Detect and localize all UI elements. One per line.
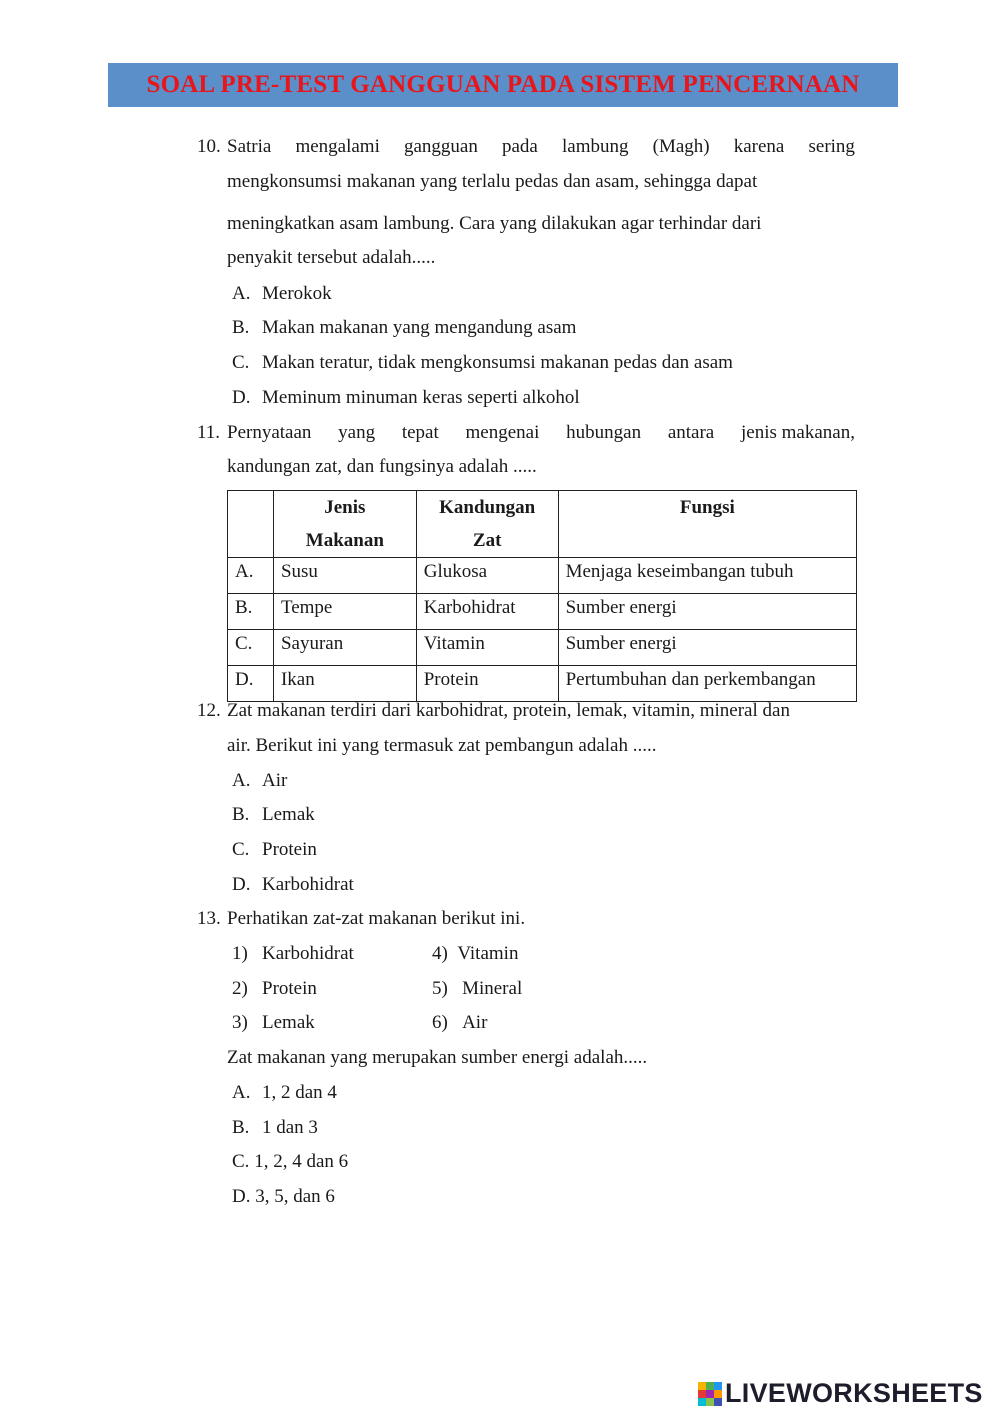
- row-function: Menjaga keseimbangan tubuh: [558, 558, 856, 594]
- row-content: Protein: [416, 666, 558, 702]
- list-item: 2) Protein: [232, 978, 317, 999]
- table-row[interactable]: [228, 558, 857, 594]
- row-food: Sayuran: [273, 630, 416, 666]
- table-header-row: [228, 491, 857, 558]
- question-10-line-1: Satria mengalami gangguan pada lambung (Magh) karena sering: [227, 136, 855, 157]
- question-10-line-2: mengkonsumsi makanan yang terlalu pedas dan asam, sehingga dapat: [227, 171, 758, 192]
- row-function: Sumber energi: [558, 594, 856, 630]
- question-13-line-1: Perhatikan zat-zat makanan berikut ini.: [227, 908, 526, 929]
- question-13-option-a[interactable]: A. 1, 2 dan 4: [232, 1082, 337, 1103]
- question-12-line-1: Zat makanan terdiri dari karbohidrat, protein, lemak, vitamin, mineral dan: [227, 700, 790, 721]
- logo-text: LIVEWORKSHEETS: [725, 1378, 983, 1408]
- row-content: Glukosa: [416, 558, 558, 594]
- table-row[interactable]: [228, 666, 857, 702]
- list-item: 6) Air: [432, 1012, 488, 1033]
- question-13-option-b[interactable]: B. 1 dan 3: [232, 1117, 318, 1138]
- question-11-line-1: Pernyataan yang tepat mengenai hubungan antara jenis makanan,: [227, 422, 855, 443]
- question-12-line-2: air. Berikut ini yang termasuk zat pembangun adalah .....: [227, 735, 657, 756]
- question-10-option-c[interactable]: C. Makan teratur, tidak mengkonsumsi makanan pedas dan asam: [232, 352, 733, 373]
- row-content: Karbohidrat: [416, 594, 558, 630]
- row-food: Tempe: [273, 594, 416, 630]
- question-12-option-a[interactable]: A. Air: [232, 770, 288, 791]
- row-label: D.: [228, 666, 274, 702]
- question-13-prompt: Zat makanan yang merupakan sumber energi adalah.....: [227, 1047, 648, 1068]
- question-10-option-d[interactable]: D. Meminum minuman keras seperti alkohol: [232, 387, 580, 408]
- question-12-option-b[interactable]: B. Lemak: [232, 804, 315, 825]
- list-item: 1) Karbohidrat: [232, 943, 354, 964]
- row-label: B.: [228, 594, 274, 630]
- question-10-option-b[interactable]: B. Makan makanan yang mengandung asam: [232, 317, 577, 338]
- question-10-number: 10.: [197, 136, 221, 157]
- question-10-option-a[interactable]: A. Merokok: [232, 283, 332, 304]
- list-item: 5) Mineral: [432, 978, 523, 999]
- row-content: Vitamin: [416, 630, 558, 666]
- question-12-option-c[interactable]: C. Protein: [232, 839, 317, 860]
- question-10-line-3: meningkatkan asam lambung. Cara yang dilakukan agar terhindar dari: [227, 213, 762, 234]
- question-12-number: 12.: [197, 700, 221, 721]
- row-food: Susu: [273, 558, 416, 594]
- question-11-line-2: kandungan zat, dan fungsinya adalah .....: [227, 456, 537, 477]
- row-food: Ikan: [273, 666, 416, 702]
- table-row[interactable]: [228, 594, 857, 630]
- row-function: Pertumbuhan dan perkembangan: [558, 666, 856, 702]
- question-11-number: 11.: [197, 422, 221, 443]
- title-banner: [108, 63, 898, 107]
- list-item: 4) Vitamin: [432, 943, 519, 964]
- question-12-option-d[interactable]: D. Karbohidrat: [232, 874, 354, 895]
- logo-grid-icon: [698, 1382, 722, 1406]
- table-header-content: Kandungan Zat: [416, 491, 558, 558]
- page-title: SOAL PRE-TEST GANGGUAN PADA SISTEM PENCERNAAN: [146, 71, 860, 98]
- question-13-option-d[interactable]: D. 3, 5, dan 6: [232, 1186, 335, 1207]
- table-header-empty: [228, 491, 274, 558]
- liveworksheets-logo: [698, 1378, 983, 1409]
- table-header-food: Jenis Makanan: [273, 491, 416, 558]
- question-13-number: 13.: [197, 908, 221, 929]
- row-label: C.: [228, 630, 274, 666]
- question-11-table: [227, 490, 857, 702]
- table-header-function: Fungsi: [558, 491, 856, 558]
- table-row[interactable]: [228, 630, 857, 666]
- question-13-option-c[interactable]: C. 1, 2, 4 dan 6: [232, 1151, 349, 1172]
- question-10-line-4: penyakit tersebut adalah.....: [227, 247, 436, 268]
- row-label: A.: [228, 558, 274, 594]
- row-function: Sumber energi: [558, 630, 856, 666]
- list-item: 3) Lemak: [232, 1012, 315, 1033]
